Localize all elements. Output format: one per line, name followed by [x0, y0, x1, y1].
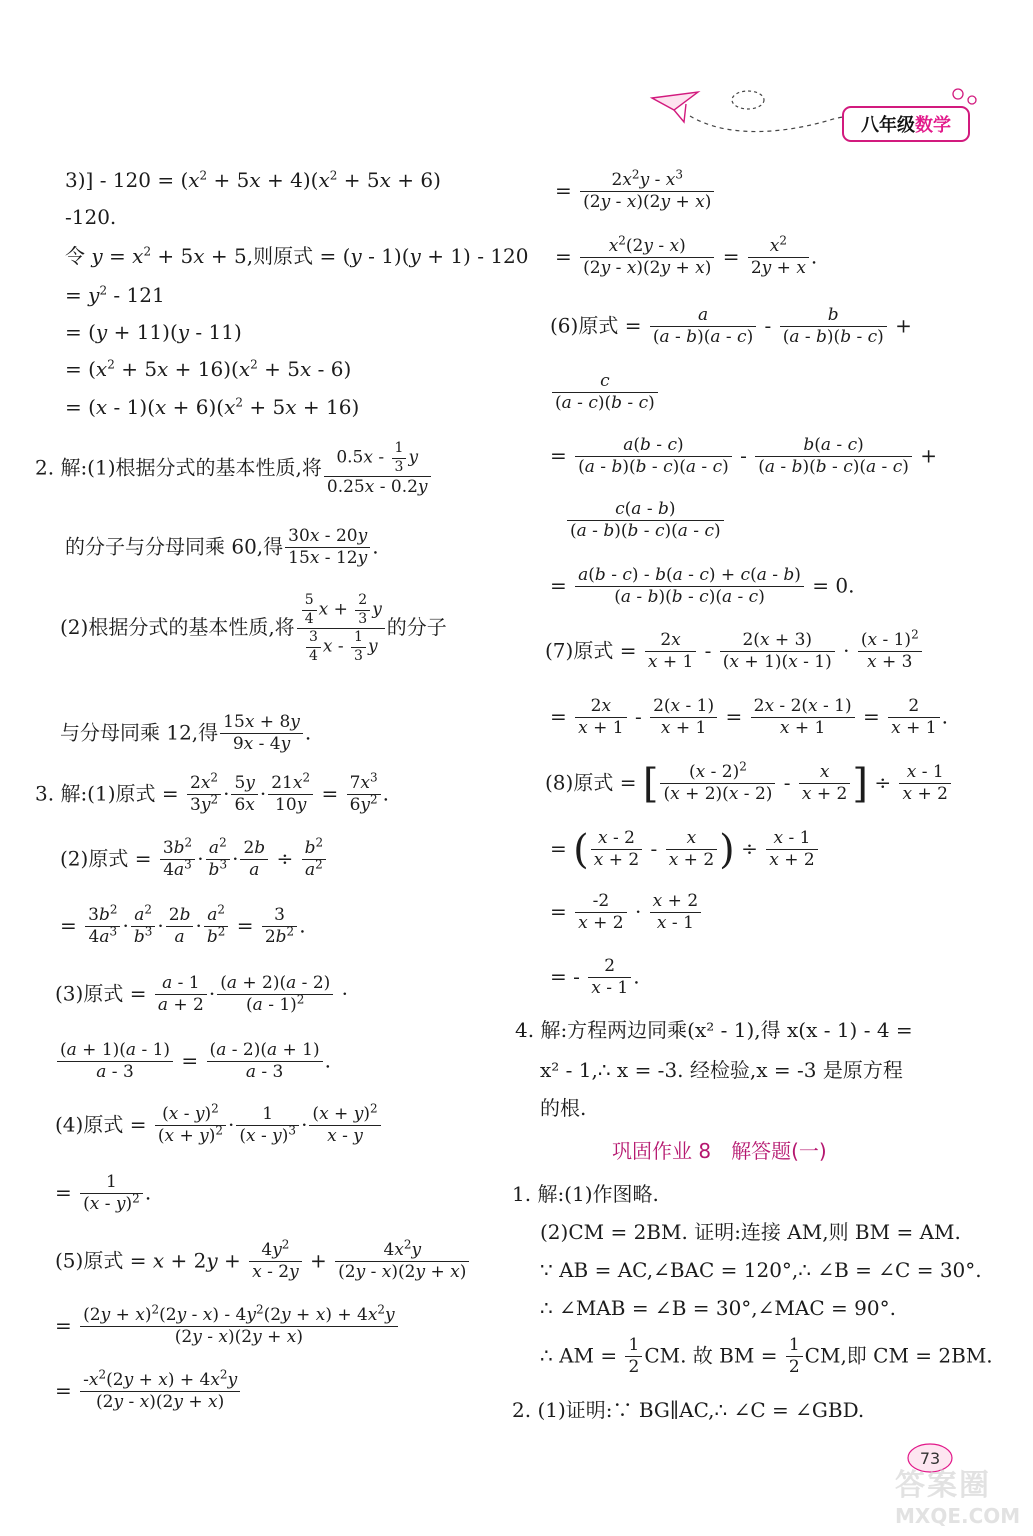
grade-subject-badge: [842, 106, 970, 142]
r6-line5: = $\frac{a(b - c) - b(a - c) + c(a - b)}{(a - b)(b - c)(a - c)}$ = 0.: [550, 565, 855, 608]
q3-4-line1: (4)原式 = $\frac{(x - y)^2}{(x + y)^2}$ · $\frac{1}{(x - y)^3}$ · $\frac{(x + y)^2}{x - y}$: [55, 1104, 383, 1148]
q4-line3: 的根.: [540, 1096, 587, 1120]
s1-line2: (2)CM = 2BM. 证明:连接 AM,则 BM = AM.: [540, 1220, 961, 1244]
q3-5-line3: = $\frac{-x^2(2y + x) + 4x^2y}{(2y - x)(2y + x)}$: [55, 1370, 242, 1414]
r7-line2: = $\frac{2x}{x + 1}$ - $\frac{2(x - 1)}{x + 1}$ = $\frac{2x - 2(x - 1)}{x + 1}$ = $\frac{2}{x + 1}$ .: [550, 696, 948, 739]
eq1-line7: = $(x - 1)(x + 6)(x^2 + 5x + 16)$: [65, 395, 360, 419]
r6-line2: $\frac{c}{(a - c)(b - c)}$: [550, 371, 660, 415]
r7-line1: (7)原式 = $\frac{2x}{x + 1}$ - $\frac{2(x + 3)}{(x + 1)(x - 1)}$ · $\frac{(x - 1)^2}{x + 3}$: [545, 630, 924, 674]
q3-2-line1: (2)原式 = $\frac{3b^2}{4a^3}$ · $\frac{a^2}{b^3}$ · $\frac{2b}{a}$ ÷ $\frac{b^2}{a^2}$: [60, 838, 328, 882]
eq1-line1: $3)] - 120 = (x^2 + 5x + 4)(x^2 + 5x + 6)$: [65, 168, 441, 192]
r8-line3: = $\frac{-2}{x + 2}$ · $\frac{x + 2}{x - 1}$: [550, 891, 703, 935]
q2-line1: 2. 解:(1)根据分式的基本性质,将 0.5x - $\frac{1}{3}$ y 0.25x - 0.2y: [35, 440, 433, 498]
q4-line2: x² - 1,∴ x = -3. 经检验,x = -3 是原方程: [540, 1058, 903, 1082]
r5-line1: = $\frac{2x^2y - x^3}{(2y - x)(2y + x)}$: [555, 170, 716, 214]
q3-line1: 3. 解:(1)原式 = $\frac{2x^2}{3y^2}$ · $\frac{5y}{6x}$ · $\frac{21x^2}{10y}$ = $\frac{7x^3}{6y^2}$ .: [35, 770, 390, 816]
r6-line1: (6)原式 = $\frac{a}{(a - b)(a - c)}$ - $\frac{b}{(a - b)(b - c)}$ +: [550, 305, 912, 348]
watermark-logo: 答案圈 MXQE.COM: [895, 1468, 1021, 1528]
r8-line1: (8)原式 = [ $\frac{(x - 2)^2}{(x + 2)(x - 2)}$ - $\frac{x}{x + 2}$ ] ÷ $\frac{x - 1}{x + 2}$: [545, 762, 953, 806]
q3-5-line1: (5)原式 = x + 2y + $\frac{4y^2}{x - 2y}$ + $\frac{4x^2y}{(2y - x)(2y + x)}$: [55, 1240, 471, 1284]
grade-label: 八年级: [861, 115, 915, 136]
q2-line2: 的分子与分母同乘 60,得 $\frac{30x - 20y}{15x - 12y}$ .: [65, 526, 379, 569]
s1-line5: ∴ AM = $\frac{1}{2}$ CM. 故 BM = $\frac{1}{2}$ CM,即 CM = 2BM.: [540, 1335, 993, 1378]
s2-line1: 2. (1)证明:∵ BG∥AC,∴ ∠C = ∠GBD.: [512, 1398, 865, 1422]
q3-3-line1: (3)原式 = $\frac{a - 1}{a + 2}$ · $\frac{(a + 2)(a - 2)}{(a - 1)^2}$ ·: [55, 973, 348, 1016]
s1-line4: ∴ ∠MAB = ∠B = 30°,∠MAC = 90°.: [540, 1296, 896, 1320]
s1-line3: ∵ AB = AC,∠BAC = 120°,∴ ∠B = ∠C = 30°.: [540, 1258, 982, 1282]
q2-line3: (2)根据分式的基本性质,将 $\frac{5}{4}$ x + $\frac{2}{3}$ y $\frac{3}{4}$ x - $\frac{1}{3}$ y 的分子: [60, 592, 447, 664]
q2-line4: 与分母同乘 12,得 $\frac{15x + 8y}{9x - 4y}$ .: [60, 712, 312, 755]
s1-line1: 1. 解:(1)作图略.: [512, 1182, 659, 1206]
r6-line3: = $\frac{a(b - c)}{(a - b)(b - c)(a - c)}$ - $\frac{b(a - c)}{(a - b)(b - c)(a - c)}$ +: [550, 435, 937, 478]
page-number: 73: [919, 1448, 941, 1468]
eq1-line6: = $(x^2 + 5x + 16)(x^2 + 5x - 6)$: [65, 357, 352, 381]
r8-line2: = ( $\frac{x - 2}{x + 2}$ - $\frac{x}{x + 2}$ ) ÷ $\frac{x - 1}{x + 2}$: [550, 828, 820, 872]
eq1-line5: = (y + 11)(y - 11): [65, 320, 242, 344]
eq1-line2: -120.: [65, 205, 117, 229]
eq1-line3: 令 $y = x^2 + 5x + 5$,则原式 = (y - 1)(y + 1) - 120: [65, 244, 529, 268]
subject-label: 数学: [915, 115, 951, 136]
q3-4-line2: = $\frac{1}{(x - y)^2}$ .: [55, 1172, 152, 1215]
eq1-line4: = $y^2 - 121$: [65, 283, 165, 307]
section-title: 巩固作业 8 解答题(一): [612, 1139, 827, 1163]
q3-3-line2: $\frac{(a + 1)(a - 1)}{a - 3}$ = $\frac{(a - 2)(a + 1)}{a - 3}$ .: [55, 1040, 331, 1084]
q4-line1: 4. 解:方程两边同乘(x² - 1),得 x(x - 1) - 4 =: [515, 1018, 913, 1042]
r8-line4: = - $\frac{2}{x - 1}$ .: [550, 956, 640, 999]
r5-line2: = $\frac{x^2(2y - x)}{(2y - x)(2y + x)}$ = $\frac{x^2}{2y + x}$ .: [555, 233, 818, 279]
q3-2-line2: = $\frac{3b^2}{4a^3}$ · $\frac{a^2}{b^3}$ · $\frac{2b}{a}$ · $\frac{a^2}{b^2}$ = $\frac{3}{2b^2}$ .: [60, 902, 306, 948]
q3-5-line2: = $\frac{(2y + x)^2(2y - x) - 4y^2(2y + x) + 4x^2y}{(2y - x)(2y + x)}$: [55, 1305, 400, 1349]
r6-line4: $\frac{c(a - b)}{(a - b)(b - c)(a - c)}$: [565, 499, 726, 543]
